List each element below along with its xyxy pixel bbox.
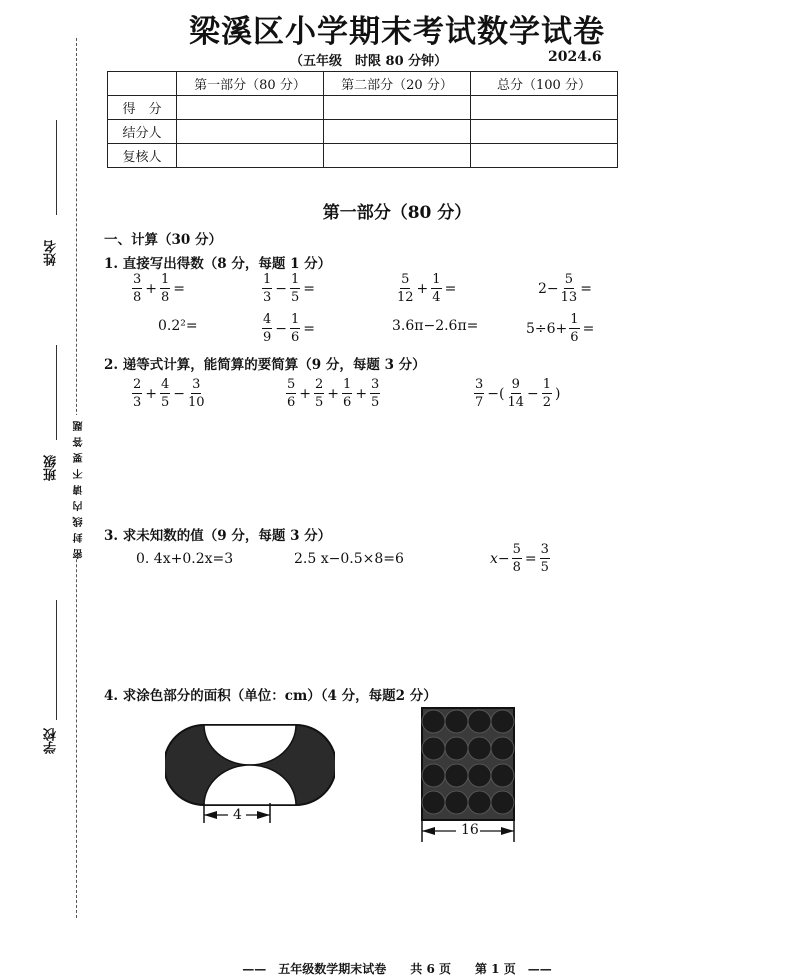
fraction: $\frac{2}{5}$ <box>315 377 324 410</box>
score-row <box>108 96 618 120</box>
fraction: $\frac{1}{2}$ <box>542 377 552 410</box>
score-table-header-row <box>108 72 618 96</box>
fraction: $\frac{5}{13}$ <box>560 272 578 305</box>
col-total: 总分（100 分） <box>471 72 618 96</box>
fraction: $\frac{2}{3}$ <box>133 377 142 410</box>
q1-item-h: 5÷6+ $\frac{1}{6}$ = <box>526 312 595 345</box>
name-label: 姓名 <box>44 240 59 266</box>
seal-line-text: 密封线内请不要答题 <box>74 415 85 559</box>
row-label-scorer: 结分人 <box>108 120 177 144</box>
circle <box>445 737 468 760</box>
circle <box>445 791 468 814</box>
q2-title: 2. 递等式计算，能简算的要简算（9 分，每题 3 分） <box>104 357 426 373</box>
q4-figure-1 <box>165 715 335 830</box>
q1-item-g: 3.6π−2.6π= <box>392 318 479 334</box>
q4-figure-1-dimension: 4 <box>233 807 242 823</box>
q1-title: 1. 直接写出得数（8 分，每题 1 分） <box>104 256 332 272</box>
q3-equation-3: x− $\frac{5}{8}$ = $\frac{3}{5}$ <box>490 542 549 575</box>
fraction: $\frac{5}{6}$ <box>287 377 296 410</box>
scorer-cell[interactable] <box>471 120 618 144</box>
fraction: $\frac{3}{7}$ <box>475 377 484 410</box>
q4-figure-2-dimension: 16 <box>461 822 479 838</box>
page-footer: —— 五年级数学期末试卷 共 6 页 第 1 页 —— <box>242 962 552 976</box>
fraction: $\frac{5}{8}$ <box>512 542 521 575</box>
fraction: $\frac{3}{5}$ <box>371 377 380 410</box>
score-cell[interactable] <box>324 96 471 120</box>
circle <box>491 737 514 760</box>
q1-item-f: $\frac{4}{9}$ − $\frac{1}{6}$ = <box>263 312 316 345</box>
fraction: $\frac{9}{14}$ <box>507 377 525 410</box>
score-cell[interactable] <box>177 96 324 120</box>
q1-item-c: $\frac{5}{12}$ + $\frac{1}{4}$ = <box>397 272 457 305</box>
circle <box>422 764 445 787</box>
q1-item-e: 0.2²= <box>158 318 198 334</box>
circle <box>422 710 445 733</box>
fraction: $\frac{3}{8}$ <box>133 272 142 305</box>
fraction: $\frac{1}{3}$ <box>263 272 272 305</box>
fraction: $\frac{3}{5}$ <box>540 542 549 575</box>
circle <box>422 737 445 760</box>
part1-title: 第一部分（80 分） <box>322 203 472 223</box>
circle <box>468 791 491 814</box>
fraction: $\frac{1}{6}$ <box>343 377 352 410</box>
class-blank-line <box>56 345 57 440</box>
circle <box>445 764 468 787</box>
dim-arrow-left <box>422 827 435 835</box>
circle <box>468 764 491 787</box>
circle <box>491 764 514 787</box>
dim-arrow-right <box>501 827 514 835</box>
fraction: $\frac{4}{5}$ <box>161 377 170 410</box>
school-blank-line <box>56 600 57 720</box>
col-part1: 第一部分（80 分） <box>177 72 324 96</box>
exam-title: 梁溪区小学期末考试数学试卷 <box>189 14 605 50</box>
fraction: $\frac{1}{6}$ <box>570 312 579 345</box>
q1-item-d: 2− $\frac{5}{13}$ = <box>538 272 592 305</box>
section1-title: 一、计算（30 分） <box>104 232 222 248</box>
fraction: $\frac{1}{8}$ <box>161 272 170 305</box>
circle <box>445 710 468 733</box>
row-label-reviewer: 复核人 <box>108 144 177 168</box>
q4-title: 4. 求涂色部分的面积（单位：cm）（4 分，每题2 分） <box>104 688 437 704</box>
scorer-cell[interactable] <box>177 120 324 144</box>
circle <box>491 791 514 814</box>
q3-title: 3. 求未知数的值（9 分，每题 3 分） <box>104 528 332 544</box>
fraction: $\frac{1}{6}$ <box>291 312 300 345</box>
fraction: $\frac{5}{12}$ <box>397 272 414 305</box>
score-table <box>107 71 618 168</box>
binding-margin <box>0 0 100 978</box>
fraction: $\frac{4}{9}$ <box>263 312 272 345</box>
circle <box>468 710 491 733</box>
reviewer-cell[interactable] <box>324 144 471 168</box>
school-label: 学校 <box>44 728 59 754</box>
score-cell[interactable] <box>471 96 618 120</box>
reviewer-cell[interactable] <box>177 144 324 168</box>
scorer-row <box>108 120 618 144</box>
score-table-corner <box>108 72 177 96</box>
fraction: $\frac{3}{10}$ <box>188 377 205 410</box>
q2-expression-3: $\frac{3}{7}$ −( $\frac{9}{14}$ − $\frac{1}{2}$ ) <box>475 377 561 410</box>
q3-equation-2: 2.5 x−0.5×8=6 <box>294 551 404 567</box>
q2-expression-2: $\frac{5}{6}$ + $\frac{2}{5}$ + $\frac{1}{6}$ + $\frac{3}{5}$ <box>287 377 380 410</box>
q2-expression-1: $\frac{2}{3}$ + $\frac{4}{5}$ − $\frac{3}{10}$ <box>133 377 205 410</box>
circle <box>422 791 445 814</box>
q3-equation-1: 0. 4x+0.2x=3 <box>136 551 234 567</box>
col-part2: 第二部分（20 分） <box>324 72 471 96</box>
class-label: 班级 <box>44 455 59 481</box>
scorer-cell[interactable] <box>324 120 471 144</box>
fraction: $\frac{1}{4}$ <box>432 272 441 305</box>
circle <box>491 710 514 733</box>
q1-item-a: $\frac{3}{8}$ + $\frac{1}{8}$ = <box>133 272 186 305</box>
circle <box>468 737 491 760</box>
reviewer-row <box>108 144 618 168</box>
reviewer-cell[interactable] <box>471 144 618 168</box>
fraction: $\frac{1}{5}$ <box>291 272 300 305</box>
row-label-score: 得 分 <box>108 96 177 120</box>
q1-item-b: $\frac{1}{3}$ − $\frac{1}{5}$ = <box>263 272 316 305</box>
exam-subtitle: （五年级 时限 80 分钟） <box>290 54 448 69</box>
exam-date: 2024.6 <box>548 49 602 65</box>
